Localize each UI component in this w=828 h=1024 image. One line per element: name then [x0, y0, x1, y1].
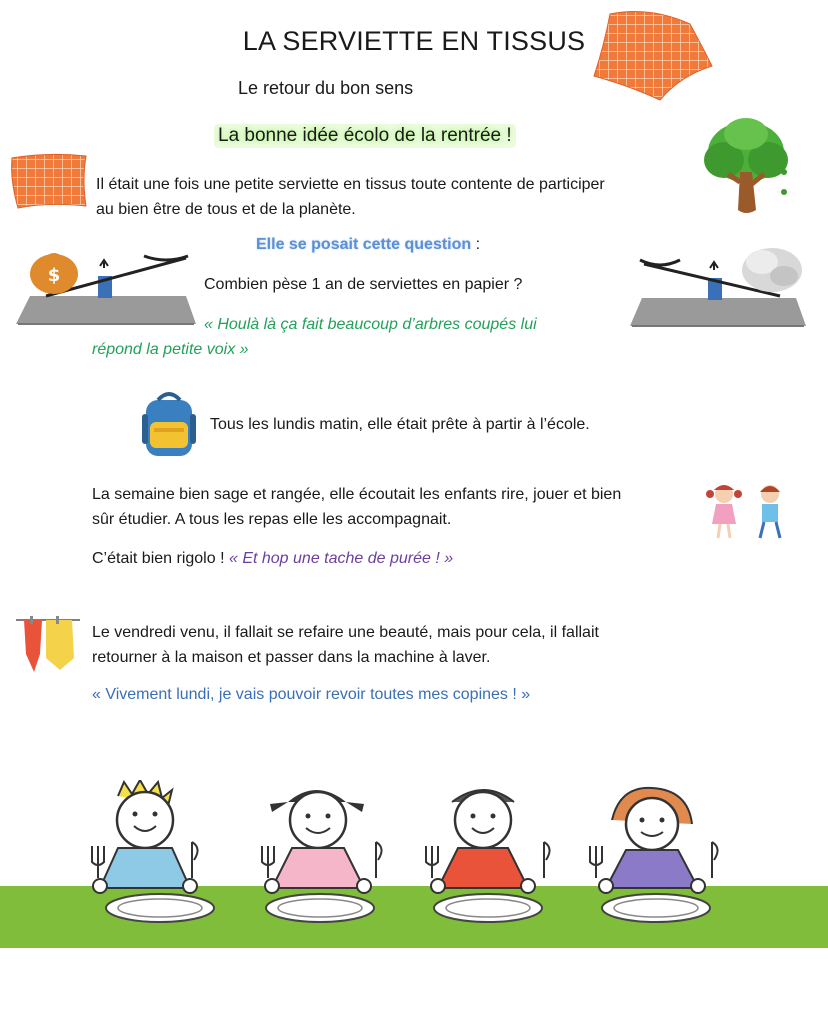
child-1 — [92, 780, 198, 893]
scale-money-illustration — [16, 244, 196, 328]
page-title: LA SERVIETTE EN TISSUS — [242, 26, 586, 56]
plate-1 — [106, 894, 214, 922]
question-colon: : — [471, 236, 481, 253]
backpack-icon — [138, 388, 200, 460]
napkin-illustration-top — [590, 6, 718, 106]
plate-3 — [434, 894, 542, 922]
friday-line-1: Le vendredi venu, il fallait se refaire une beauté, mais pour cela, il fallait — [92, 624, 599, 641]
voice-reply-line-2: répond la petite voix » — [92, 341, 249, 358]
intro-line-1: Il était une fois une petite serviette en tissus toute contente de participer — [96, 176, 605, 193]
closing-quote: « Vivement lundi, je vais pouvoir revoir toutes mes copines ! » — [92, 686, 531, 703]
week-line-2: sûr étudier. A tous les repas elle les accompagnait. — [92, 511, 452, 528]
question-label: Elle se posait cette question — [256, 236, 472, 253]
plate-2 — [266, 894, 374, 922]
friday-line-2: retourner à la maison et passer dans la machine à laver. — [92, 649, 491, 666]
monday-text: Tous les lundis matin, elle était prête à partir à l’école. — [210, 416, 590, 433]
clothesline-icon — [16, 614, 80, 678]
fun-text: C’était bien rigolo ! — [92, 550, 225, 567]
voice-reply-line-1: « Houlà là ça fait beaucoup d’arbres coupés lui — [204, 316, 537, 333]
question-heading — [256, 236, 480, 254]
children-illustration — [698, 480, 794, 542]
fun-quote: « Et hop une tache de purée ! » — [228, 550, 454, 567]
napkin-illustration-left — [8, 150, 88, 210]
page-subtitle: Le retour du bon sens — [238, 78, 414, 98]
child-2 — [262, 790, 382, 893]
children-at-table-illustration — [0, 780, 828, 950]
week-line-1: La semaine bien sage et rangée, elle écoutait les enfants rire, jouer et bien — [92, 486, 622, 503]
child-3 — [426, 790, 550, 893]
intro-line-2: au bien être de tous et de la planète. — [96, 201, 356, 218]
svg-text:$: $ — [47, 265, 61, 286]
weight-question: Combien pèse 1 an de serviettes en papier ? — [204, 276, 523, 293]
child-4 — [590, 788, 718, 893]
tree-icon — [694, 112, 794, 220]
scale-paper-illustration — [630, 236, 806, 330]
highlight-banner: La bonne idée écolo de la rentrée ! — [214, 124, 516, 148]
plate-4 — [602, 894, 710, 922]
